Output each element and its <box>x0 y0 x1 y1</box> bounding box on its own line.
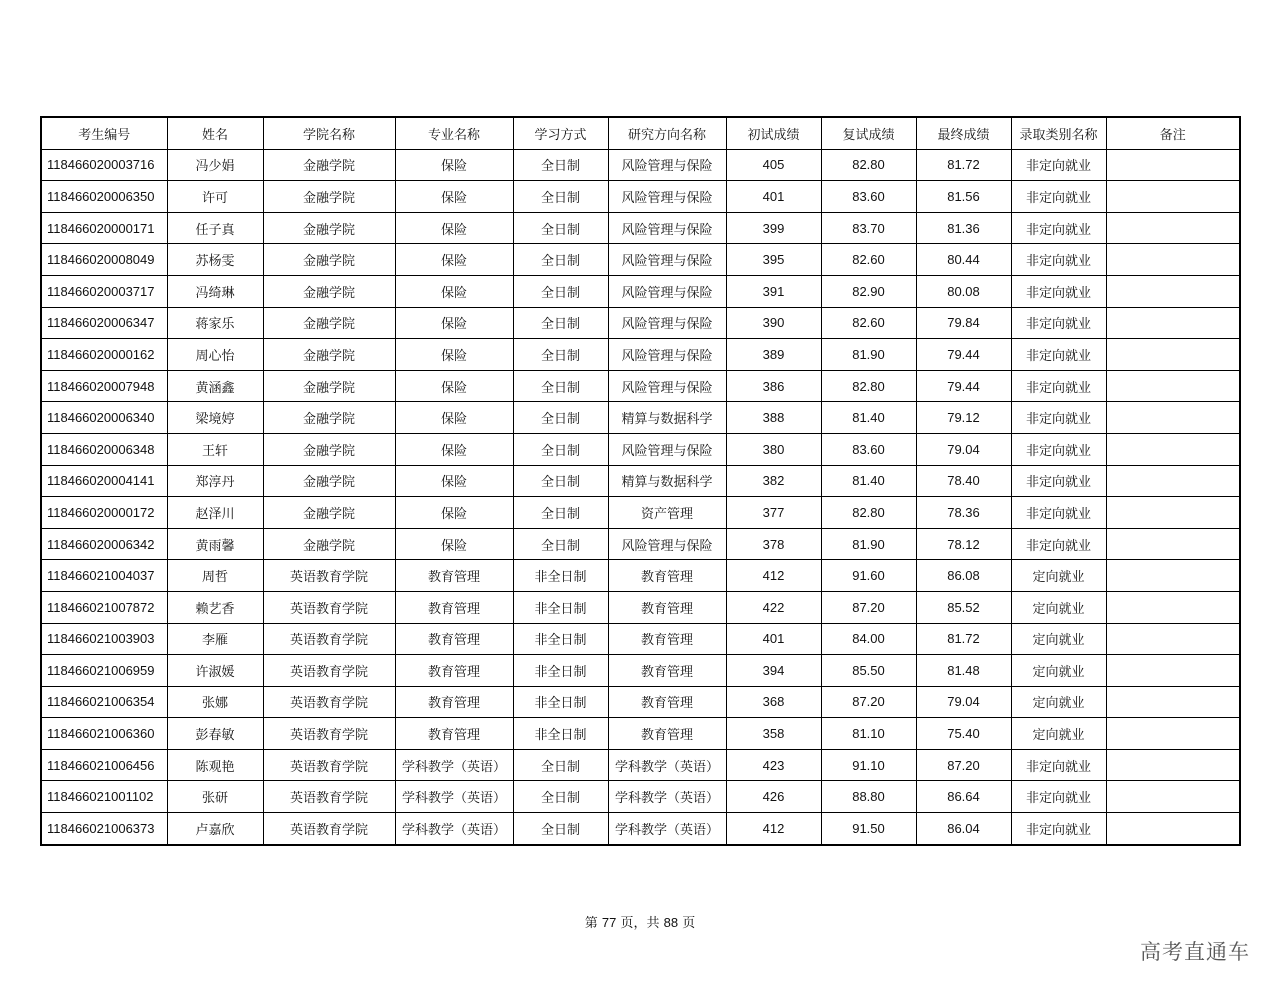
cell-name: 卢嘉欣 <box>167 813 263 845</box>
table-row <box>41 655 1240 687</box>
cell-name: 蒋家乐 <box>167 307 263 339</box>
cell-retest-score: 82.90 <box>821 275 916 307</box>
cell-remarks <box>1106 402 1240 434</box>
cell-exam-id: 118466021001102 <box>41 781 167 813</box>
cell-exam-id: 118466020006348 <box>41 433 167 465</box>
cell-college: 金融学院 <box>263 181 395 213</box>
cell-final-score: 79.12 <box>916 402 1011 434</box>
cell-major: 保险 <box>395 275 513 307</box>
cell-exam-id: 118466021006373 <box>41 813 167 845</box>
cell-retest-score: 83.60 <box>821 181 916 213</box>
table-row <box>41 528 1240 560</box>
cell-admission-type: 非定向就业 <box>1011 275 1106 307</box>
cell-initial-score: 423 <box>726 749 821 781</box>
cell-final-score: 78.36 <box>916 497 1011 529</box>
cell-retest-score: 81.10 <box>821 718 916 750</box>
cell-name: 周哲 <box>167 560 263 592</box>
table-row <box>41 275 1240 307</box>
cell-remarks <box>1106 181 1240 213</box>
cell-final-score: 87.20 <box>916 749 1011 781</box>
cell-exam-id: 118466021006360 <box>41 718 167 750</box>
table-row <box>41 402 1240 434</box>
cell-admission-type: 非定向就业 <box>1011 781 1106 813</box>
cell-admission-type: 定向就业 <box>1011 560 1106 592</box>
cell-name: 许可 <box>167 181 263 213</box>
cell-study-mode: 全日制 <box>513 212 608 244</box>
cell-final-score: 81.72 <box>916 149 1011 181</box>
cell-exam-id: 118466020003716 <box>41 149 167 181</box>
table-row <box>41 623 1240 655</box>
cell-exam-id: 118466020003717 <box>41 275 167 307</box>
cell-research-direction: 风险管理与保险 <box>608 370 726 402</box>
cell-study-mode: 非全日制 <box>513 718 608 750</box>
cell-college: 英语教育学院 <box>263 749 395 781</box>
cell-college: 英语教育学院 <box>263 686 395 718</box>
cell-retest-score: 91.50 <box>821 813 916 845</box>
cell-name: 苏杨雯 <box>167 244 263 276</box>
admission-table <box>40 116 1241 846</box>
cell-remarks <box>1106 655 1240 687</box>
cell-name: 张研 <box>167 781 263 813</box>
cell-major: 保险 <box>395 244 513 276</box>
cell-major: 学科教学（英语） <box>395 781 513 813</box>
cell-initial-score: 368 <box>726 686 821 718</box>
cell-major: 保险 <box>395 528 513 560</box>
table-row <box>41 813 1240 845</box>
cell-study-mode: 全日制 <box>513 181 608 213</box>
cell-study-mode: 全日制 <box>513 402 608 434</box>
cell-major: 保险 <box>395 339 513 371</box>
footer-middle: 页，共 <box>620 916 660 931</box>
cell-study-mode: 全日制 <box>513 465 608 497</box>
cell-final-score: 79.04 <box>916 686 1011 718</box>
cell-major: 保险 <box>395 433 513 465</box>
cell-remarks <box>1106 212 1240 244</box>
cell-remarks <box>1106 813 1240 845</box>
cell-research-direction: 学科教学（英语） <box>608 813 726 845</box>
table-row <box>41 781 1240 813</box>
cell-college: 金融学院 <box>263 370 395 402</box>
cell-remarks <box>1106 623 1240 655</box>
cell-study-mode: 全日制 <box>513 370 608 402</box>
cell-initial-score: 405 <box>726 149 821 181</box>
cell-final-score: 79.04 <box>916 433 1011 465</box>
cell-study-mode: 全日制 <box>513 307 608 339</box>
cell-remarks <box>1106 497 1240 529</box>
cell-final-score: 79.44 <box>916 370 1011 402</box>
cell-research-direction: 教育管理 <box>608 686 726 718</box>
cell-remarks <box>1106 686 1240 718</box>
cell-college: 金融学院 <box>263 212 395 244</box>
cell-research-direction: 精算与数据科学 <box>608 402 726 434</box>
cell-study-mode: 非全日制 <box>513 686 608 718</box>
table-row <box>41 560 1240 592</box>
footer-prefix: 第 <box>584 916 598 931</box>
cell-final-score: 86.08 <box>916 560 1011 592</box>
cell-admission-type: 非定向就业 <box>1011 370 1106 402</box>
cell-remarks <box>1106 275 1240 307</box>
cell-major: 保险 <box>395 212 513 244</box>
cell-final-score: 86.04 <box>916 813 1011 845</box>
cell-exam-id: 118466021007872 <box>41 591 167 623</box>
cell-initial-score: 382 <box>726 465 821 497</box>
cell-college: 金融学院 <box>263 402 395 434</box>
cell-remarks <box>1106 307 1240 339</box>
cell-name: 冯绮琳 <box>167 275 263 307</box>
cell-final-score: 81.72 <box>916 623 1011 655</box>
cell-college: 金融学院 <box>263 339 395 371</box>
cell-retest-score: 91.10 <box>821 749 916 781</box>
cell-major: 教育管理 <box>395 686 513 718</box>
cell-final-score: 75.40 <box>916 718 1011 750</box>
cell-study-mode: 非全日制 <box>513 560 608 592</box>
table-row <box>41 433 1240 465</box>
cell-research-direction: 风险管理与保险 <box>608 307 726 339</box>
cell-exam-id: 118466021006456 <box>41 749 167 781</box>
cell-research-direction: 学科教学（英语） <box>608 749 726 781</box>
cell-remarks <box>1106 244 1240 276</box>
cell-major: 教育管理 <box>395 591 513 623</box>
cell-admission-type: 非定向就业 <box>1011 307 1106 339</box>
cell-research-direction: 学科教学（英语） <box>608 781 726 813</box>
cell-remarks <box>1106 370 1240 402</box>
cell-admission-type: 非定向就业 <box>1011 433 1106 465</box>
cell-exam-id: 118466020006347 <box>41 307 167 339</box>
cell-initial-score: 422 <box>726 591 821 623</box>
cell-research-direction: 风险管理与保险 <box>608 181 726 213</box>
cell-research-direction: 教育管理 <box>608 655 726 687</box>
cell-retest-score: 81.90 <box>821 339 916 371</box>
cell-exam-id: 118466020006342 <box>41 528 167 560</box>
table-row <box>41 149 1240 181</box>
cell-admission-type: 非定向就业 <box>1011 181 1106 213</box>
cell-final-score: 80.08 <box>916 275 1011 307</box>
cell-final-score: 78.40 <box>916 465 1011 497</box>
cell-exam-id: 118466020007948 <box>41 370 167 402</box>
cell-study-mode: 全日制 <box>513 528 608 560</box>
cell-research-direction: 风险管理与保险 <box>608 433 726 465</box>
cell-final-score: 81.48 <box>916 655 1011 687</box>
cell-retest-score: 82.80 <box>821 149 916 181</box>
cell-remarks <box>1106 560 1240 592</box>
cell-initial-score: 358 <box>726 718 821 750</box>
table-row <box>41 749 1240 781</box>
cell-study-mode: 全日制 <box>513 433 608 465</box>
cell-study-mode: 非全日制 <box>513 591 608 623</box>
cell-exam-id: 118466020000172 <box>41 497 167 529</box>
cell-name: 黄雨馨 <box>167 528 263 560</box>
watermark-text: 高考直通车 <box>1140 940 1250 964</box>
header-admission-type: 录取类别名称 <box>1011 117 1106 149</box>
cell-retest-score: 87.20 <box>821 686 916 718</box>
cell-study-mode: 全日制 <box>513 275 608 307</box>
cell-retest-score: 85.50 <box>821 655 916 687</box>
cell-study-mode: 全日制 <box>513 781 608 813</box>
table-row <box>41 307 1240 339</box>
cell-college: 英语教育学院 <box>263 623 395 655</box>
cell-research-direction: 教育管理 <box>608 718 726 750</box>
cell-name: 梁境婷 <box>167 402 263 434</box>
cell-retest-score: 82.60 <box>821 244 916 276</box>
cell-major: 保险 <box>395 402 513 434</box>
cell-admission-type: 非定向就业 <box>1011 339 1106 371</box>
cell-final-score: 79.44 <box>916 339 1011 371</box>
cell-name: 陈观艳 <box>167 749 263 781</box>
cell-study-mode: 非全日制 <box>513 623 608 655</box>
cell-remarks <box>1106 433 1240 465</box>
cell-research-direction: 教育管理 <box>608 591 726 623</box>
cell-name: 任子真 <box>167 212 263 244</box>
table-row <box>41 244 1240 276</box>
cell-major: 学科教学（英语） <box>395 813 513 845</box>
cell-study-mode: 全日制 <box>513 749 608 781</box>
cell-initial-score: 394 <box>726 655 821 687</box>
cell-major: 教育管理 <box>395 623 513 655</box>
cell-study-mode: 全日制 <box>513 149 608 181</box>
cell-initial-score: 388 <box>726 402 821 434</box>
cell-admission-type: 定向就业 <box>1011 718 1106 750</box>
cell-name: 张娜 <box>167 686 263 718</box>
table-header-row <box>41 117 1240 149</box>
cell-major: 保险 <box>395 370 513 402</box>
cell-final-score: 85.52 <box>916 591 1011 623</box>
cell-initial-score: 399 <box>726 212 821 244</box>
header-major: 专业名称 <box>395 117 513 149</box>
cell-college: 金融学院 <box>263 497 395 529</box>
cell-name: 冯少娟 <box>167 149 263 181</box>
cell-initial-score: 391 <box>726 275 821 307</box>
cell-final-score: 86.64 <box>916 781 1011 813</box>
cell-exam-id: 118466020000171 <box>41 212 167 244</box>
cell-admission-type: 非定向就业 <box>1011 497 1106 529</box>
cell-admission-type: 非定向就业 <box>1011 402 1106 434</box>
cell-admission-type: 非定向就业 <box>1011 149 1106 181</box>
cell-retest-score: 83.60 <box>821 433 916 465</box>
cell-initial-score: 389 <box>726 339 821 371</box>
cell-exam-id: 118466021006354 <box>41 686 167 718</box>
cell-research-direction: 精算与数据科学 <box>608 465 726 497</box>
cell-initial-score: 401 <box>726 181 821 213</box>
cell-exam-id: 118466020006340 <box>41 402 167 434</box>
cell-research-direction: 资产管理 <box>608 497 726 529</box>
table-row <box>41 339 1240 371</box>
cell-research-direction: 风险管理与保险 <box>608 212 726 244</box>
header-final-score: 最终成绩 <box>916 117 1011 149</box>
cell-major: 保险 <box>395 149 513 181</box>
cell-research-direction: 教育管理 <box>608 623 726 655</box>
cell-research-direction: 风险管理与保险 <box>608 339 726 371</box>
cell-final-score: 81.36 <box>916 212 1011 244</box>
cell-college: 金融学院 <box>263 149 395 181</box>
cell-remarks <box>1106 591 1240 623</box>
cell-college: 英语教育学院 <box>263 560 395 592</box>
cell-name: 周心怡 <box>167 339 263 371</box>
cell-initial-score: 378 <box>726 528 821 560</box>
cell-college: 金融学院 <box>263 528 395 560</box>
cell-study-mode: 全日制 <box>513 497 608 529</box>
cell-research-direction: 风险管理与保险 <box>608 244 726 276</box>
header-retest-score: 复试成绩 <box>821 117 916 149</box>
cell-admission-type: 定向就业 <box>1011 655 1106 687</box>
header-remarks: 备注 <box>1106 117 1240 149</box>
footer-suffix: 页 <box>682 916 696 931</box>
cell-initial-score: 380 <box>726 433 821 465</box>
cell-admission-type: 非定向就业 <box>1011 813 1106 845</box>
table-row <box>41 181 1240 213</box>
table-row <box>41 212 1240 244</box>
cell-retest-score: 84.00 <box>821 623 916 655</box>
cell-initial-score: 395 <box>726 244 821 276</box>
cell-remarks <box>1106 339 1240 371</box>
cell-name: 赵泽川 <box>167 497 263 529</box>
cell-college: 金融学院 <box>263 433 395 465</box>
cell-research-direction: 教育管理 <box>608 560 726 592</box>
cell-college: 英语教育学院 <box>263 781 395 813</box>
cell-college: 英语教育学院 <box>263 813 395 845</box>
cell-college: 金融学院 <box>263 307 395 339</box>
header-exam-id: 考生编号 <box>41 117 167 149</box>
table-row <box>41 686 1240 718</box>
cell-retest-score: 83.70 <box>821 212 916 244</box>
cell-initial-score: 426 <box>726 781 821 813</box>
cell-college: 金融学院 <box>263 465 395 497</box>
cell-study-mode: 全日制 <box>513 244 608 276</box>
cell-research-direction: 风险管理与保险 <box>608 149 726 181</box>
cell-initial-score: 412 <box>726 813 821 845</box>
cell-remarks <box>1106 149 1240 181</box>
cell-name: 李雁 <box>167 623 263 655</box>
table-row <box>41 465 1240 497</box>
cell-study-mode: 非全日制 <box>513 655 608 687</box>
cell-initial-score: 401 <box>726 623 821 655</box>
cell-name: 王轩 <box>167 433 263 465</box>
header-research-direction: 研究方向名称 <box>608 117 726 149</box>
cell-research-direction: 风险管理与保险 <box>608 528 726 560</box>
cell-initial-score: 390 <box>726 307 821 339</box>
cell-study-mode: 全日制 <box>513 339 608 371</box>
cell-exam-id: 118466021003903 <box>41 623 167 655</box>
cell-exam-id: 118466020000162 <box>41 339 167 371</box>
header-initial-score: 初试成绩 <box>726 117 821 149</box>
cell-major: 教育管理 <box>395 560 513 592</box>
cell-retest-score: 91.60 <box>821 560 916 592</box>
cell-major: 学科教学（英语） <box>395 749 513 781</box>
cell-remarks <box>1106 465 1240 497</box>
cell-remarks <box>1106 718 1240 750</box>
cell-retest-score: 82.80 <box>821 497 916 529</box>
cell-admission-type: 非定向就业 <box>1011 528 1106 560</box>
cell-admission-type: 定向就业 <box>1011 686 1106 718</box>
cell-college: 英语教育学院 <box>263 591 395 623</box>
cell-admission-type: 定向就业 <box>1011 623 1106 655</box>
table-row <box>41 497 1240 529</box>
cell-remarks <box>1106 528 1240 560</box>
table-row <box>41 718 1240 750</box>
cell-college: 金融学院 <box>263 244 395 276</box>
cell-college: 英语教育学院 <box>263 718 395 750</box>
cell-admission-type: 非定向就业 <box>1011 749 1106 781</box>
cell-major: 保险 <box>395 181 513 213</box>
page-footer <box>0 912 1280 931</box>
cell-major: 保险 <box>395 465 513 497</box>
cell-initial-score: 377 <box>726 497 821 529</box>
cell-retest-score: 82.80 <box>821 370 916 402</box>
cell-retest-score: 81.90 <box>821 528 916 560</box>
current-page-number: 77 <box>601 915 617 930</box>
cell-retest-score: 82.60 <box>821 307 916 339</box>
cell-name: 彭春敏 <box>167 718 263 750</box>
cell-college: 金融学院 <box>263 275 395 307</box>
table-body <box>41 149 1240 845</box>
cell-major: 教育管理 <box>395 655 513 687</box>
cell-research-direction: 风险管理与保险 <box>608 275 726 307</box>
cell-initial-score: 386 <box>726 370 821 402</box>
table-row <box>41 370 1240 402</box>
cell-final-score: 81.56 <box>916 181 1011 213</box>
header-college: 学院名称 <box>263 117 395 149</box>
cell-retest-score: 81.40 <box>821 402 916 434</box>
cell-retest-score: 81.40 <box>821 465 916 497</box>
cell-major: 教育管理 <box>395 718 513 750</box>
table-row <box>41 591 1240 623</box>
cell-major: 保险 <box>395 307 513 339</box>
cell-remarks <box>1106 749 1240 781</box>
cell-final-score: 79.84 <box>916 307 1011 339</box>
cell-name: 许淑媛 <box>167 655 263 687</box>
cell-exam-id: 118466020008049 <box>41 244 167 276</box>
cell-study-mode: 全日制 <box>513 813 608 845</box>
cell-initial-score: 412 <box>726 560 821 592</box>
cell-exam-id: 118466021004037 <box>41 560 167 592</box>
cell-admission-type: 定向就业 <box>1011 591 1106 623</box>
cell-retest-score: 88.80 <box>821 781 916 813</box>
cell-remarks <box>1106 781 1240 813</box>
cell-exam-id: 118466021006959 <box>41 655 167 687</box>
cell-final-score: 80.44 <box>916 244 1011 276</box>
cell-admission-type: 非定向就业 <box>1011 465 1106 497</box>
cell-exam-id: 118466020004141 <box>41 465 167 497</box>
header-name: 姓名 <box>167 117 263 149</box>
cell-major: 保险 <box>395 497 513 529</box>
cell-admission-type: 非定向就业 <box>1011 212 1106 244</box>
cell-name: 黄涵鑫 <box>167 370 263 402</box>
cell-exam-id: 118466020006350 <box>41 181 167 213</box>
cell-name: 赖艺香 <box>167 591 263 623</box>
header-study-mode: 学习方式 <box>513 117 608 149</box>
cell-retest-score: 87.20 <box>821 591 916 623</box>
total-pages-number: 88 <box>663 915 679 930</box>
cell-college: 英语教育学院 <box>263 655 395 687</box>
cell-name: 郑淳丹 <box>167 465 263 497</box>
cell-final-score: 78.12 <box>916 528 1011 560</box>
cell-admission-type: 非定向就业 <box>1011 244 1106 276</box>
